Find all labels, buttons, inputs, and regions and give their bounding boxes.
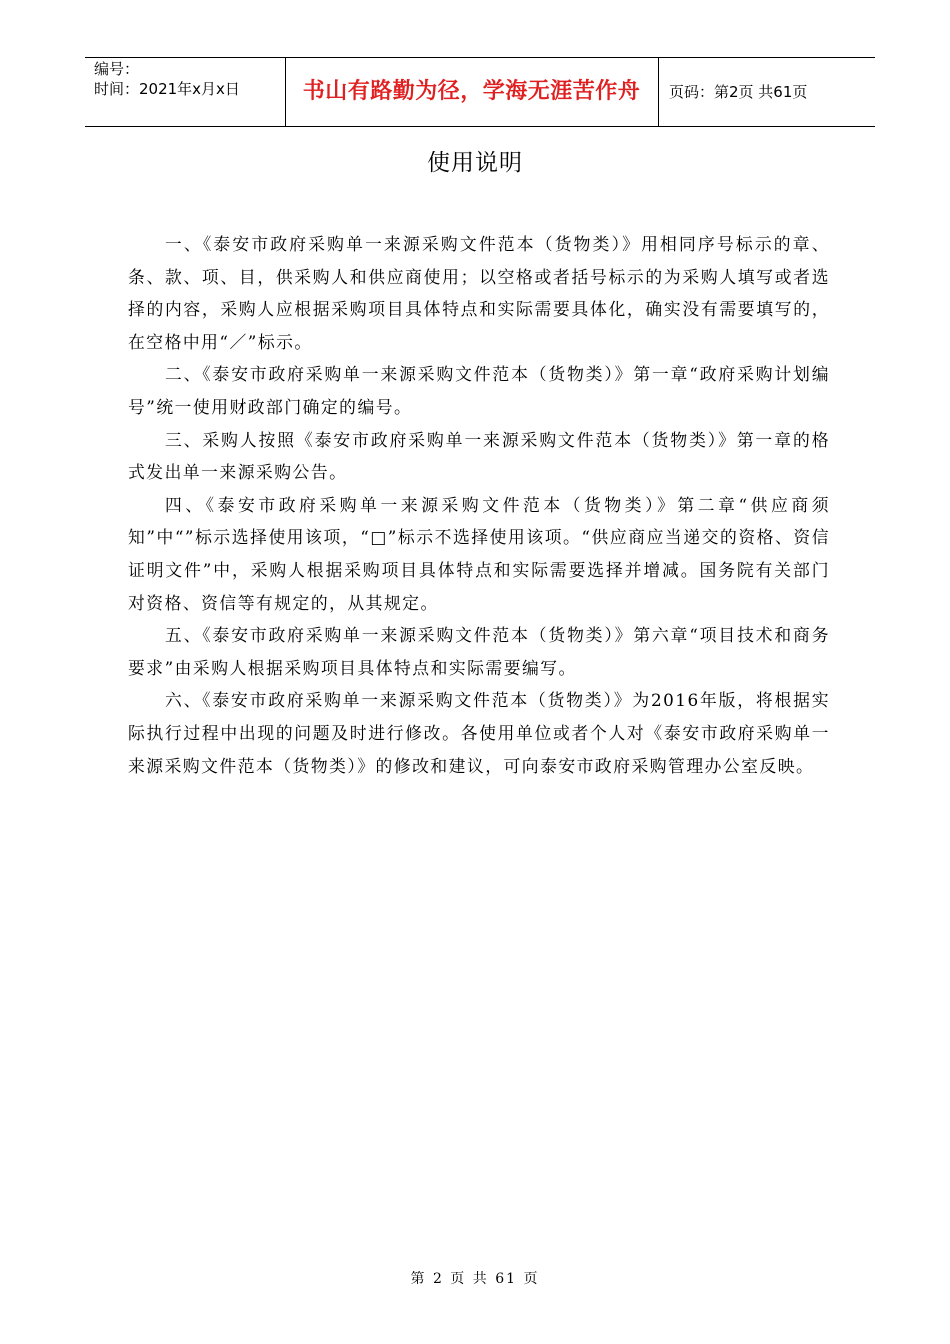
instructions-body bbox=[128, 228, 830, 782]
header-motto: 书山有路勤为径，学海无涯苦作舟 bbox=[302, 79, 641, 104]
page-footer: 第 2 页 共 61 页 bbox=[410, 1271, 540, 1287]
header-page-cell bbox=[659, 58, 875, 126]
paragraph-4: 四、《泰安市政府采购单一来源采购文件范本（货物类）》第二章“供应商须知”中“”标示选择使用该项，“□”标示不选择使用该项。“供应商应当递交的资格、资信证明文件”中，采购人根据采购项目具体特点和实际需要选择并增减。国务院有关部门对资格、资信等有规定的，从其规定。 bbox=[128, 494, 830, 613]
paragraph-1: 一、《泰安市政府采购单一来源采购文件范本（货物类）》用相同序号标示的章、条、款、项、目，供采购人和供应商使用；以空格或者括号标示的为采购人填写或者选择的内容，采购人应根据采购项目具体特点和实际需要具体化，确实没有需要填写的，在空格中用“／”标示。 bbox=[128, 234, 830, 352]
document-number-label: 编号： bbox=[94, 60, 140, 78]
paragraph-2: 二、《泰安市政府采购单一来源采购文件范本（货物类）》第一章“政府采购计划编号”统一使用财政部门确定的编号。 bbox=[128, 364, 830, 417]
header-meta-cell bbox=[85, 58, 286, 126]
page-header bbox=[85, 57, 875, 127]
header-page-info: 页码：第2页 共61页 bbox=[669, 83, 808, 101]
page-title: 使用说明 bbox=[427, 150, 523, 176]
paragraph-3: 三、采购人按照《泰安市政府采购单一来源采购文件范本（货物类）》第一章的格式发出单一来源采购公告。 bbox=[128, 429, 830, 483]
document-time-label: 时间：2021年x月x日 bbox=[94, 80, 240, 98]
paragraph-6: 六、《泰安市政府采购单一来源采购文件范本（货物类）》为2016年版，将根据实际执行过程中出现的问题及时进行修改。各使用单位或者个人对《泰安市政府采购单一来源采购文件范本（货物类）》的修改和建议，可向泰安市政府采购管理办公室反映。 bbox=[128, 690, 830, 776]
paragraph-5: 五、《泰安市政府采购单一来源采购文件范本（货物类）》第六章“项目技术和商务要求”由采购人根据采购项目具体特点和实际需要编写。 bbox=[128, 625, 830, 678]
header-motto-cell bbox=[285, 58, 659, 126]
